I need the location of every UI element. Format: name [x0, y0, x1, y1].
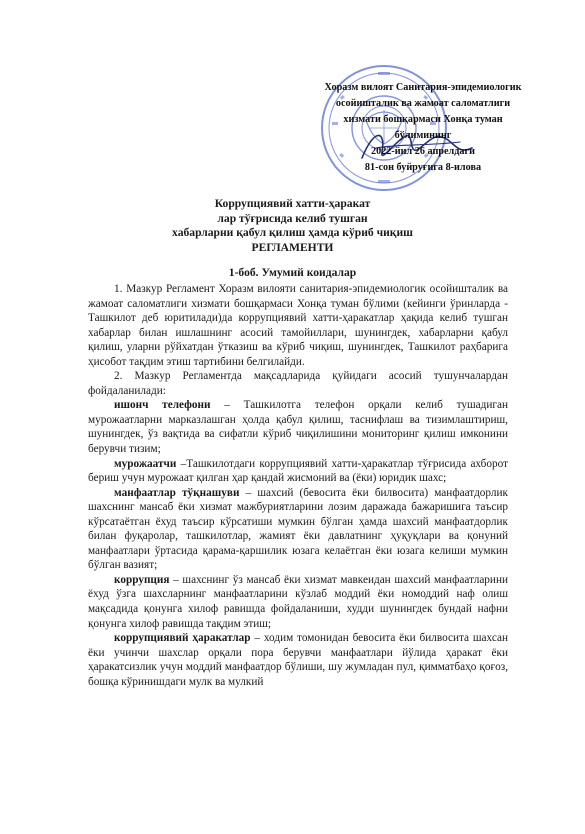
definition-paragraph: [88, 457, 508, 486]
definition-term: манфаатлар тўқнашуви: [114, 486, 240, 499]
paragraph: 2. Мазкур Регламентда мақсадларида қуйидаги асосий тушунчалардан фойдаланилади:: [88, 370, 508, 397]
header-line: Хоразм вилоят Санитария-эпидемиологик: [324, 82, 522, 93]
definition-text: – Ташкилотга телефон орқали келиб тушадиган мурожаатларни марказлашган ҳолда қабул қилиш, таснифлаш ва тизимлаштириш, шунингдек, ўз вақтида ва сифатли кўриб чиқилишини мониторинг қилиш имконини берувчи тизим;: [88, 399, 509, 456]
header-line: осойишталик ва жамоат саломатлиги: [335, 98, 511, 109]
title-line: РЕГЛАМЕНТИ: [251, 240, 334, 254]
definition-paragraph: [88, 486, 508, 573]
definition-paragraph: [88, 573, 508, 631]
chapter-heading: 1-боб. Умумий коидалар: [228, 266, 357, 279]
definition-text: – шахсий (бевосита ёки билвосита) манфаатдорлик шахснинг мансаб ёки хизмат мажбуриятларини лозим даражада бажаришига таъсир кўрсатаётган ёхуд таъсир кўрсатиши мумкин бўлган ҳамда шахсий манфаатдорлик билан фуқаролар, ташкилотлар, жамият ёки давлатнинг ҳуқуқлари ва қонуний манфаатлари ўртасида қарама-қаршилик юзага келаётган ёки юзага келиши мумкин бўлган вазият;: [88, 486, 509, 572]
title-line: Коррупциявий хатти-ҳаракат: [214, 197, 371, 210]
document-body: [88, 282, 508, 689]
definition-term: коррупция: [114, 573, 170, 586]
approval-header: [292, 80, 554, 176]
header-line: хизмати бошқармаси Хонқа туман: [343, 114, 503, 125]
paragraph: 1. Мазкур Регламент Хоразм вилояти санитария-эпидемиологик осойишталик ва жамоат саломатлиги хизмати бошқармаси Хонқа туман бўлими (кейинги ўринларда - Ташкилот деб юритилади)да коррупциявий хатти-ҳаракатлар ҳақида келиб тушган хабарлар билан ишлашнинг асосий тамойиллари, шунингдек, хабарларни қабул қилиш, уларни рўйхатдан ўтказиш ва кўриб чиқиш, шунингдек, Ташкилот раҳбарига ҳисобот тақдим этиш тартибини белгилайди.: [88, 283, 508, 368]
definition-text: – ходим томонидан бевосита ёки билвосита шахсан ёки учинчи шахслар орқали пора берувчи манфаатлари йўлида ҳаракат ёки ҳаракатсизлик учун моддий манфаатдор бўлиши, шу жумладан пул, қимматбаҳо қоғоз, бошқа кўринишдаги мулк ва мулкий: [88, 632, 508, 688]
title-line: хабарларни қабул қилиш ҳамда кўриб чиқиш: [172, 226, 413, 240]
header-line: 81-сон буйруғига 8-илова: [364, 162, 482, 173]
document-title: [60, 197, 525, 255]
title-line: лар тўғрисида келиб тушган: [217, 211, 368, 225]
definition-term: коррупциявий ҳаракатлар: [114, 632, 251, 645]
header-line: 2022-йил 26 апрелдаги: [371, 146, 475, 157]
definition-text: –Ташкилотдаги коррупциявий хатти-ҳаракатлар тўғрисида ахборот бериш учун мурожаат қилган ҳар қандай жисмоний ва (ёки) юридик шахс;: [88, 457, 508, 485]
definition-term: мурожаатчи: [114, 457, 177, 470]
definition-paragraph: [88, 631, 508, 689]
header-line: бўлимининг: [394, 130, 452, 141]
definition-paragraph: [88, 398, 508, 456]
definition-term: ишонч телефони: [114, 399, 211, 412]
definition-text: – шахснинг ўз мансаб ёки хизмат мавкеидан шахсий манфаатларини ёхуд ўзга шахсларнинг манфаатларини кўзлаб моддий ёки номоддий наф олиш мақсадида қонунга хилоф равишда фойдаланиши, худди шунингдек бундай нафни қонунга хилоф равишда тақдим этиш;: [88, 573, 508, 630]
